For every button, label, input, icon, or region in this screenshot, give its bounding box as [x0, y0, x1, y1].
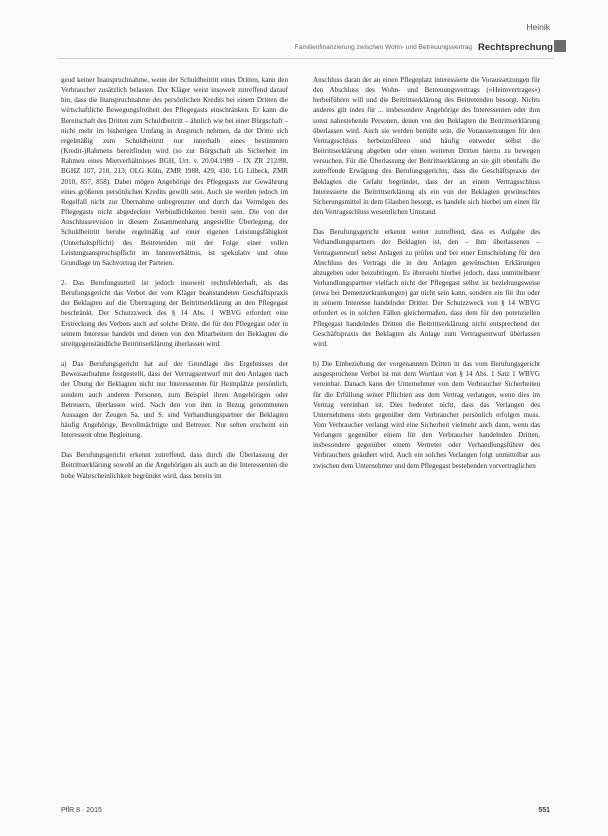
paragraph: geud keiner Inanspruchnahme, wenn der Schuldbeitritt eines Dritten, kann den Verbraucher zusätzlich belasten. Der Kläger weist insoweit zutreffend darauf hin, dass die Inanspruchnahme des persönlichen Kredits bei einem Dritten die wirtschaftliche Bewegungsfreiheit des Pflegegasts einschränken. Er kann die Bereitschaft des Dritten zum Schuldbeitritt – ähnlich wie bei einer Bürgschaft – nicht mehr im bisherigen Umfang in Anspruch nehmen, da der Dritte sich regelmäßig zum Schuldbeitritt nur innerhalb eines bestimmten (Kredit-)Rahmens bereitfinden wird (so zur Bürgschaft als Sicherheit im Rahmen eines Mietverhältnisses BGH, Urt. v. 20.04.1989 – IX ZR 212/88, BGHZ 107, 210, 213; OLG Köln, ZMR 1988, 429, 430; LG Lübeck, ZMR 2010, 857, 858). Dabei mögen Angehörige des Pflegegasts zur Gewährung eines größeren persönlichen Kredits gewillt sein. Auch sie werden jedoch im Regelfall nicht zur Übernahme unbegrenzter und durch das Vermögen des Pflegegasts nicht abgedeckter Verbindlichkeiten bereit sein. Die von der Anschlussrevision in diesem Zusammenhang angestellte Überlegung, der Schuldbeitritt beruhe regelmäßig auf einer eigenen Leistungsfähigkeit (Unterhaltspflicht) des Beitretenden mit der Folge einer vollen Leistungsanspruchspflicht im Innenverhältnis, ist spekulativ und ohne Grundlage im Sachvortrag der Parteien. [61, 76, 288, 267]
running-header-subtitle: Familienfinanzierung zwischen Wohn- und Betreuungsvertrag [294, 44, 473, 51]
journal-footer: PflR 8 · 2015 [61, 807, 102, 814]
paragraph: 2. Das Berufungsurteil ist jedoch insoweit rechtsfehlerhaft, als das Berufungsgericht das Verbot der vom Kläger beanstandeten Geschäftspraxis der Beklagten auf die Übertragung der Beitrittserklärung an den Pflegegast beschränkt. Der Schutzzweck des § 14 Abs. 1 WBVG erfordert eine Erstreckung des Verbots auch auf solche Dritte, die für den Pflegegast oder in seinem Interesse handeln und denen von den Mitarbeitern der Beklagten die streitgegenständliche Beitrittserklärung überlassen wird. [61, 278, 288, 348]
paragraph: Das Berufungsgericht erkennt weiter zutreffend, dass es Aufgabe des Verhandlungspartners der Beklagten ist, den – ihm überlassenen – Vertragsentwurf nebst Anlagen zu prüfen und bei einer Entscheidung für den Abschluss des Vertrags die in den Anlagen gewünschten Erklärungen abzugeben oder beizubringen. Es übersieht hierbei jedoch, dass unmittelbarer Verhandlungspartner vielfach nicht der Pflegegast selbst ist beziehungsweise (etwa bei Demenzerkrankungen) gar nicht sein kann, sondern ein für ihn oder in seinem Interesse handelnder Dritter. Der Schutzzweck von § 14 WBVG erfordert es in solchen Fällen gleichermaßen, dass dem für den potenziellen Pflegegast handelnden Dritten die Beitrittserklärung nicht entsprechend der Geschäftspraxis der Beklagten als Anlage zum Vertragsentwurf überlassen wird. [313, 228, 540, 348]
paragraph: Das Berufungsgericht erkennt zutreffend, dass durch die Überlassung der Beitrittserklärung sowohl an die Angehörigen als auch an die Interessenten die hohe Wahrscheinlichkeit begründet wird, dass bereits im [61, 451, 288, 480]
paragraph: Anschluss daran der an einen Pflegeplatz interessierte die Voraussetzungen für den Abschluss des Wohn- und Betreuungsvertrags (»Heimvertrages«) herbeiführen will und die Beitrittserklärung des Beitretenden besorgt. Nichts anderes gilt indes für ... insbesondere Angehörige des Interessenten oder ihm sonst nahestehende Personen, denen von den Beklagten die Beitrittserklärung überlassen wird. Auch sie werden bemüht sein, die Voraussetzungen für den Vertragsschluss herbeizuführen und häufig entweder selbst die Beitrittserklärung abgeben oder einen weiteren Dritten hierzu zu bewegen versuchen. Für die Überlassung der Beitrittserklärung an sie gilt ebenfalls die zutreffende Erwägung des Berufungsgerichts, dass die Geschäftspraxis der Beklagten die Gefahr begründet, dass der an einem Vertragsschluss Interessierte die Beitrittserklärung als ein von der Beklagten gewünschtes Sicherungsmittel in dem Glauben besorgt, es handele sich hierbei um einen für den Vertragsschluss wesentlichen Umstand. [313, 76, 540, 217]
running-header [255, 42, 553, 53]
section-marker [554, 40, 566, 52]
paragraph: b) Die Einbeziehung der vorgenannten Dritten in das vom Berufungsgericht ausgesprochene Verbot ist mit dem Wortlaut von § 14 Abs. 1 Satz 1 WBVG vereinbar. Danach kann der Unternehmer von dem Verbraucher Sicherheiten für die Erfüllung seiner Pflichten aus dem Vertrag verlangen, wenn dies im Vertrag vereinbart ist. Dies bedeutet nicht, dass das Verlangen des Unternehmens stets gegenüber dem Verbraucher persönlich erfolgen muss. Vom Verbraucher verlangt wird eine Sicherheit vielmehr auch dann, wenn das Verlangen gegenüber einem für den Verbraucher handelnden Dritten, insbesondere gegenüber einem Vertreter oder Verhandlungsführer des Verbrauchers geäußert wird. Auch ein solches Verlangen folgt unmittelbar aus zwischen dem Unternehmer und dem Pflegegast bestehenden vorvertraglichen [313, 360, 540, 470]
left-text-column [61, 75, 288, 795]
section-title: Rechtsprechung [478, 42, 553, 53]
paragraph: a) Das Berufungsgericht hat auf der Grundlage des Ergebnisses der Beweisaufnahme festgestellt, dass der Vertragsentwurf mit den Anlagen nach der Übung der Beklagten nicht nur Interessenten für Heimplätze persönlich, sondern auch anderen Personen, zum Beispiel ihren Angehörigen oder Betreuern, überlassen wird. Nach den von ihm in Bezug genommenen Aussagen der Zeugen Sa. und S. sind Verhandlungspartner der Beklagten häufig Angehörige, Bevollmächtigte und Betreuer. Nur selten erscheint ein Interessent ohne Begleitung. [61, 360, 288, 440]
right-text-column [313, 75, 540, 795]
page-number: 551 [538, 807, 550, 814]
author-name: Heinik [526, 22, 550, 32]
header-rule [58, 58, 553, 59]
